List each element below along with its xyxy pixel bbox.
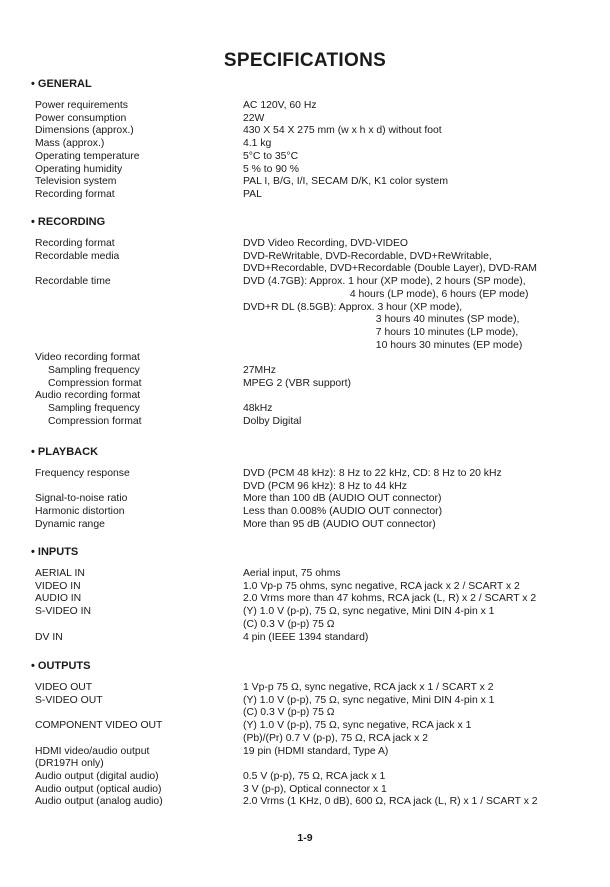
spec-label: S-VIDEO IN xyxy=(35,606,92,618)
spec-row xyxy=(31,378,591,391)
section-outputs xyxy=(31,660,591,809)
spec-row xyxy=(31,619,591,632)
spec-label: Audio output (digital audio) xyxy=(35,770,159,782)
spec-value: PAL xyxy=(243,188,262,200)
spec-value: (Y) 1.0 V (p-p), 75 Ω, sync negative, Mini DIN 4-pin x 1 xyxy=(243,694,495,706)
spec-row xyxy=(31,352,591,365)
spec-label xyxy=(31,289,243,302)
spec-value: More than 95 dB (AUDIO OUT connector) xyxy=(243,518,436,530)
spec-row xyxy=(31,796,591,809)
spec-value: 7 hours 10 minutes (LP mode), xyxy=(243,326,519,338)
spec-label: Dimensions (approx.) xyxy=(35,125,134,137)
spec-value: 27MHz xyxy=(243,365,276,377)
spec-row xyxy=(31,416,591,429)
spec-row xyxy=(31,276,591,289)
spec-label xyxy=(31,302,243,315)
spec-row xyxy=(31,493,591,506)
spec-value: (C) 0.3 V (p-p) 75 Ω xyxy=(243,618,335,630)
spec-row xyxy=(31,695,591,708)
spec-value: 10 hours 30 minutes (EP mode) xyxy=(243,339,523,351)
section-recording xyxy=(31,216,591,429)
spec-label: Audio output (optical audio) xyxy=(35,783,162,795)
spec-value: 4.1 kg xyxy=(243,138,272,150)
spec-value: 2.0 Vrms (1 KHz, 0 dB), 600 Ω, RCA jack (L, R) x 1 / SCART x 2 xyxy=(243,796,538,808)
spec-label: Sampling frequency xyxy=(48,403,140,415)
spec-label: Video recording format xyxy=(35,352,140,364)
spec-row xyxy=(31,189,591,202)
spec-value: Aerial input, 75 ohms xyxy=(243,568,341,579)
spec-label: Recording format xyxy=(35,188,115,200)
spec-value: 4 hours (LP mode), 6 hours (EP mode) xyxy=(243,288,529,300)
spec-row xyxy=(31,519,591,532)
spec-row xyxy=(31,771,591,784)
spec-value xyxy=(243,352,591,365)
section-playback xyxy=(31,446,591,532)
spec-label: AERIAL IN xyxy=(35,568,85,579)
spec-label: Compression format xyxy=(48,415,142,427)
spec-label: Operating humidity xyxy=(35,163,123,175)
spec-label: (DR197H only) xyxy=(35,758,104,770)
spec-value: DVD (PCM 96 kHz): 8 Hz to 44 kHz xyxy=(243,480,407,492)
spec-value: (Y) 1.0 V (p-p), 75 Ω, sync negative, RCA jack x 1 xyxy=(243,720,472,732)
spec-row xyxy=(31,682,591,695)
spec-row xyxy=(31,784,591,797)
spec-row xyxy=(31,100,591,113)
spec-value: 1.0 Vp-p 75 ohms, sync negative, RCA jack x 2 / SCART x 2 xyxy=(243,580,520,592)
spec-value: 4 pin (IEEE 1394 standard) xyxy=(243,631,369,643)
spec-row xyxy=(31,606,591,619)
spec-row xyxy=(31,151,591,164)
spec-row xyxy=(31,632,591,645)
spec-value: DVD+Recordable, DVD+Recordable (Double Layer), DVD-RAM xyxy=(243,263,537,275)
spec-value: DVD Video Recording, DVD-VIDEO xyxy=(243,238,408,249)
spec-value: AC 120V, 60 Hz xyxy=(243,100,317,111)
spec-row xyxy=(31,327,591,340)
section-heading: • OUTPUTS xyxy=(31,660,91,672)
spec-value: 3 hours 40 minutes (SP mode), xyxy=(243,314,520,326)
spec-label xyxy=(31,340,243,353)
spec-label: Audio recording format xyxy=(35,390,141,402)
spec-row xyxy=(31,238,591,251)
spec-label: HDMI video/audio output xyxy=(35,745,150,757)
spec-label: Signal-to-noise ratio xyxy=(35,493,128,505)
spec-row xyxy=(31,707,591,720)
spec-row xyxy=(31,581,591,594)
section-heading: • RECORDING xyxy=(31,216,106,228)
spec-value: Dolby Digital xyxy=(243,415,302,427)
section-inputs xyxy=(31,546,591,644)
spec-value: 5°C to 35°C xyxy=(243,150,299,162)
spec-label: Television system xyxy=(35,176,117,188)
spec-label xyxy=(31,619,243,632)
spec-label xyxy=(31,314,243,327)
section-general xyxy=(31,78,591,202)
spec-value xyxy=(243,390,591,403)
spec-label: COMPONENT VIDEO OUT xyxy=(35,720,163,732)
spec-row xyxy=(31,113,591,126)
spec-value: (Pb)/(Pr) 0.7 V (p-p), 75 Ω, RCA jack x 2 xyxy=(243,732,429,744)
spec-value: 430 X 54 X 275 mm (w x h x d) without foot xyxy=(243,125,442,137)
spec-label: Power consumption xyxy=(35,112,127,124)
spec-label xyxy=(31,327,243,340)
spec-value: 5 % to 90 % xyxy=(243,163,300,175)
spec-value: 3 V (p-p), Optical connector x 1 xyxy=(243,783,387,795)
spec-value: (C) 0.3 V (p-p) 75 Ω xyxy=(243,707,335,719)
spec-row xyxy=(31,125,591,138)
spec-label xyxy=(31,733,243,746)
spec-value: DVD (4.7GB): Approx. 1 hour (XP mode), 2 hours (SP mode), xyxy=(243,276,526,288)
spec-value: DVD (PCM 48 kHz): 8 Hz to 22 kHz, CD: 8 Hz to 20 kHz xyxy=(243,468,502,479)
spec-value: 0.5 V (p-p), 75 Ω, RCA jack x 1 xyxy=(243,770,386,782)
spec-value: 2.0 Vrms more than 47 kohms, RCA jack (L, R) x 2 / SCART x 2 xyxy=(243,593,537,605)
section-heading: • GENERAL xyxy=(31,78,92,90)
spec-label: AUDIO IN xyxy=(35,593,82,605)
spec-label: Power requirements xyxy=(35,100,128,111)
spec-label: Frequency response xyxy=(35,468,130,479)
spec-label: VIDEO OUT xyxy=(35,682,93,693)
spec-value: More than 100 dB (AUDIO OUT connector) xyxy=(243,493,442,505)
spec-row xyxy=(31,289,591,302)
page-number: 1-9 xyxy=(297,832,313,844)
spec-label: Audio output (analog audio) xyxy=(35,796,163,808)
spec-value: MPEG 2 (VBR support) xyxy=(243,377,351,389)
spec-row xyxy=(31,733,591,746)
spec-value: 22W xyxy=(243,112,265,124)
spec-label xyxy=(31,263,243,276)
spec-label: Recordable time xyxy=(35,276,111,288)
spec-label: VIDEO IN xyxy=(35,580,81,592)
spec-label: Recordable media xyxy=(35,250,120,262)
spec-row xyxy=(31,251,591,264)
spec-row xyxy=(31,468,591,481)
spec-row xyxy=(31,314,591,327)
spec-row xyxy=(31,506,591,519)
spec-row xyxy=(31,176,591,189)
spec-label: Harmonic distortion xyxy=(35,506,125,518)
spec-value: (Y) 1.0 V (p-p), 75 Ω, sync negative, Mini DIN 4-pin x 1 xyxy=(243,606,495,618)
spec-row xyxy=(31,593,591,606)
spec-value: DVD+R DL (8.5GB): Approx. 3 hour (XP mode), xyxy=(243,301,463,313)
spec-value: PAL I, B/G, I/I, SECAM D/K, K1 color system xyxy=(243,176,448,188)
spec-row xyxy=(31,390,591,403)
spec-label: Mass (approx.) xyxy=(35,138,105,150)
spec-row xyxy=(31,340,591,353)
spec-row xyxy=(31,403,591,416)
spec-value: 19 pin (HDMI standard, Type A) xyxy=(243,745,389,757)
spec-row xyxy=(31,746,591,759)
spec-row xyxy=(31,164,591,177)
spec-label: Dynamic range xyxy=(35,518,105,530)
spec-value xyxy=(243,758,591,771)
spec-row xyxy=(31,302,591,315)
spec-value: DVD-ReWritable, DVD-Recordable, DVD+ReWritable, xyxy=(243,250,492,262)
page-title: SPECIFICATIONS xyxy=(223,50,387,71)
spec-row xyxy=(31,568,591,581)
spec-value: Less than 0.008% (AUDIO OUT connector) xyxy=(243,506,443,518)
spec-label: DV IN xyxy=(35,631,63,643)
spec-label xyxy=(31,707,243,720)
spec-label: Sampling frequency xyxy=(48,365,140,377)
spec-label xyxy=(31,481,243,494)
spec-value: 1 Vp-p 75 Ω, sync negative, RCA jack x 1 / SCART x 2 xyxy=(243,682,494,693)
spec-label: Recording format xyxy=(35,238,115,249)
spec-label: S-VIDEO OUT xyxy=(35,694,103,706)
spec-row xyxy=(31,720,591,733)
spec-value: 48kHz xyxy=(243,403,273,415)
spec-label: Operating temperature xyxy=(35,150,140,162)
spec-label: Compression format xyxy=(48,377,142,389)
spec-row xyxy=(31,263,591,276)
section-heading: • INPUTS xyxy=(31,546,79,558)
spec-row xyxy=(31,481,591,494)
section-heading: • PLAYBACK xyxy=(31,446,99,458)
spec-row xyxy=(31,758,591,771)
spec-row xyxy=(31,365,591,378)
spec-row xyxy=(31,138,591,151)
